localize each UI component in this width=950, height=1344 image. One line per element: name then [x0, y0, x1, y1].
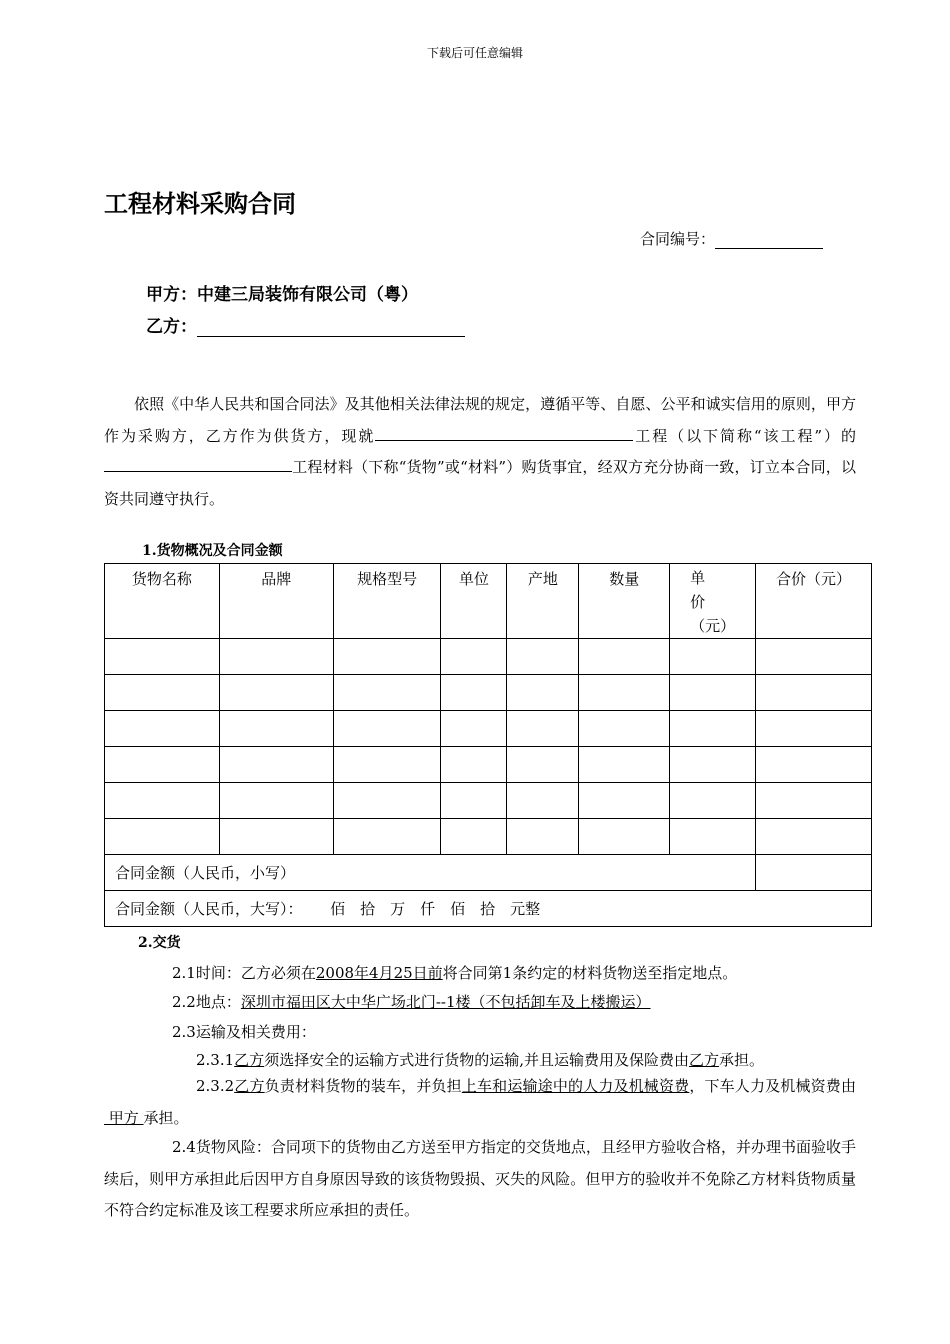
clause-2-3-2-mid2: ，下车人力及机械资费由	[689, 1077, 856, 1095]
col-unit: 单位	[441, 564, 507, 639]
total-big-row	[105, 891, 872, 927]
clause-2-3-1-party: 乙方	[234, 1051, 265, 1069]
intro-part3: 工程材料（下称“货物”或“材料”）购货事宜，经双方充分协商一致，订立本合同，以资共同遵守执行。	[104, 458, 856, 508]
party-a	[146, 280, 418, 305]
project-name-blank	[375, 422, 633, 441]
document-title: 工程材料采购合同	[104, 190, 296, 218]
intro-part2: 工程（以下简称“该工程”）的	[633, 426, 856, 445]
section1-heading: 1.货物概况及合同金额	[142, 543, 283, 559]
table-row	[105, 819, 872, 855]
col-quantity: 数量	[579, 564, 670, 639]
clause-2-3-2-party: 乙方	[234, 1077, 265, 1095]
clause-2-3-1-mid: 须选择安全的运输方式进行货物的运输,并且运输费用及保险费由	[264, 1051, 689, 1069]
party-b	[146, 312, 465, 337]
clause-2-1-prefix: 2.1时间：乙方必须在	[172, 964, 316, 982]
col-origin: 产地	[507, 564, 579, 639]
total-small-value	[756, 855, 872, 891]
clause-2-3-2	[104, 1071, 856, 1134]
total-big-units: 佰 拾 万 仟 佰 拾 元整	[330, 900, 541, 918]
col-spec: 规格型号	[333, 564, 441, 639]
clause-2-1	[172, 962, 737, 983]
total-big-cell	[105, 891, 872, 927]
goods-table	[104, 563, 872, 927]
party-b-label: 乙方：	[146, 317, 197, 337]
clause-2-2	[172, 991, 651, 1012]
table-header-row	[105, 564, 872, 639]
clause-2-4: 2.4货物风险：合同项下的货物由乙方送至甲方指定的交货地点，且经甲方验收合格，并办理书面验收手续后，则甲方承担此后因甲方自身原因导致的该货物毁损、灭失的风险。但甲方的验收并不免除乙方材料货物质量不符合约定标准及该工程要求所应承担的责任。	[104, 1138, 856, 1219]
clause-2-3-2-prefix: 2.3.2	[196, 1077, 235, 1095]
table-row	[105, 711, 872, 747]
contract-number-blank	[715, 232, 823, 249]
party-a-name: 中建三局装饰有限公司（粤）	[197, 285, 418, 305]
clause-2-3-2-mid: 负责材料货物的装车，并负担	[264, 1077, 462, 1095]
table-row	[105, 747, 872, 783]
intro-part1: 依照《中华人民共和国合同法》及其他相关法律法规的规定，遵循平等、自愿、公平和诚实信用的原则，甲方作为采购方，乙方作为供货方，现就	[104, 395, 856, 445]
col-total-price: 合价（元）	[756, 564, 872, 639]
table-row	[105, 675, 872, 711]
delivery-place: 深圳市福田区大中华广场北门--1楼（不包括卸车及上楼搬运）	[240, 993, 651, 1011]
clause-2-3: 2.3运输及相关费用：	[172, 1023, 316, 1041]
col-goods-name: 货物名称	[105, 564, 220, 639]
col-brand: 品牌	[219, 564, 333, 639]
contract-number	[640, 228, 823, 249]
clause-2-3-1-suffix: 承担。	[718, 1051, 764, 1069]
delivery-date: 2008年4月25日前	[315, 964, 443, 982]
contract-number-label: 合同编号：	[640, 230, 716, 248]
clause-2-3-2-costs: 上车和运输途中的人力及机械资费	[461, 1077, 690, 1095]
clause-2-3-2-suffix: 承担。	[143, 1108, 189, 1127]
col-unit-price-label: 单价	[690, 569, 736, 611]
page-header: 下载后可任意编辑	[426, 46, 523, 60]
col-unit-price	[670, 564, 756, 639]
total-small-row	[105, 855, 872, 891]
clause-2-1-suffix: 将合同第1条约定的材料货物送至指定地点。	[442, 964, 738, 982]
clause-2-3-1-prefix: 2.3.1	[196, 1051, 235, 1069]
clause-2-3-1	[196, 1049, 764, 1070]
clause-2-3-1-party2: 乙方	[688, 1051, 719, 1069]
clause-2-3-2-party3: 甲方	[104, 1108, 144, 1127]
material-name-blank	[104, 453, 292, 472]
party-b-blank	[197, 318, 465, 337]
col-unit-price-unit: （元）	[690, 617, 736, 635]
section2-heading: 2.交货	[138, 935, 181, 951]
total-small-label: 合同金额（人民币，小写）	[105, 855, 756, 891]
clause-2-2-prefix: 2.2地点：	[172, 993, 241, 1011]
intro-paragraph	[104, 389, 856, 515]
table-row	[105, 783, 872, 819]
party-a-label: 甲方：	[146, 285, 197, 305]
total-big-label: 合同金额（人民币，大写）：	[115, 900, 303, 918]
table-row	[105, 639, 872, 675]
